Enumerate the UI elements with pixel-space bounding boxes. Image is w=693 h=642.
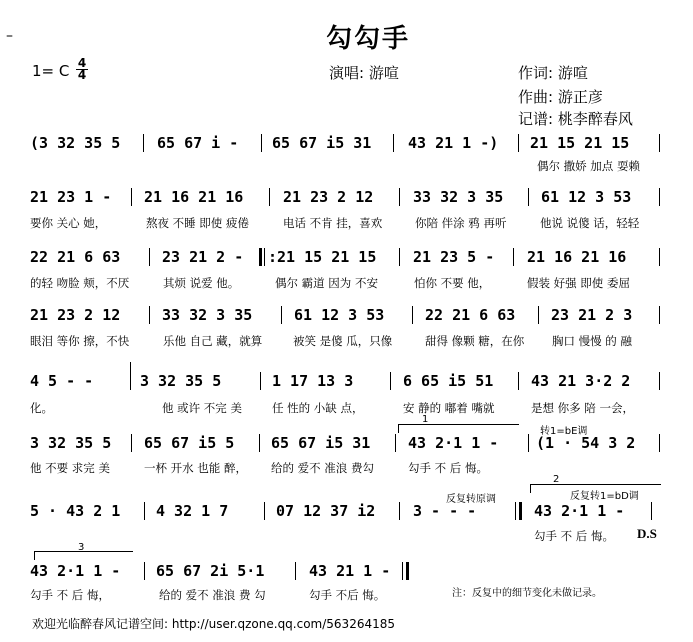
singer-credit: 演唱: 游喧 xyxy=(329,64,399,82)
barline xyxy=(399,188,400,206)
measure: 23 21 2 3 xyxy=(551,306,633,324)
lyric: 勾手 不 后 悔。 xyxy=(534,529,614,543)
barline xyxy=(659,188,660,206)
transcriber-credit: 记谱: 桃李醉春风 xyxy=(518,110,633,128)
barline xyxy=(390,372,391,390)
dal-segno-mark: D.S xyxy=(637,526,657,541)
lyric: 勾手 不后 悔。 xyxy=(309,588,386,602)
measure: 22 21 6 63 xyxy=(30,248,121,266)
lyric: 眼泪 等你 擦，不快 xyxy=(30,334,130,348)
measure: 43 2·1 1 - xyxy=(408,434,499,452)
measure: 21 23 5 - xyxy=(413,248,495,266)
lyric: 胸口 慢慢 的 融 xyxy=(552,334,632,348)
lyric: 乐他 自己 藏，就算 xyxy=(163,334,263,348)
lyric: 被笑 是傻 瓜，只像 xyxy=(293,334,393,348)
lyric: 假装 好强 即使 委屈 xyxy=(527,276,630,290)
barline xyxy=(264,248,265,266)
measure: 07 12 37 i2 xyxy=(276,502,376,520)
barline xyxy=(259,434,260,452)
composer-credit: 作曲: 游正彦 xyxy=(518,88,603,106)
measure: (3 32 35 5 xyxy=(30,134,121,152)
breath-mark xyxy=(130,362,131,390)
transcription-note: 注：反复中的细节变化未做记录。 xyxy=(452,588,602,599)
final-barline xyxy=(406,562,409,580)
measure: 3 32 35 5 xyxy=(140,372,222,390)
barline xyxy=(659,248,660,266)
volta-number: 2 xyxy=(553,474,560,485)
barline xyxy=(399,502,400,520)
barline xyxy=(518,134,519,152)
repeat-start-barline xyxy=(259,248,262,266)
measure: 33 32 3 35 xyxy=(413,188,504,206)
barline xyxy=(149,306,150,324)
lyric: 怕你 不要 他， xyxy=(414,276,491,290)
barline xyxy=(659,134,660,152)
repeat-end-barline xyxy=(519,502,522,520)
barline xyxy=(261,134,262,152)
lyric: 偶尔 撒娇 加点 耍赖 xyxy=(537,159,640,173)
lyric: 安 静的 嘟着 嘴就 xyxy=(403,401,495,415)
meter-bottom: 4 xyxy=(77,68,87,82)
modulation-note: 转1=bE调 xyxy=(540,426,588,437)
measure: 43 21 3·2 2 xyxy=(531,372,631,390)
volta-number: 3 xyxy=(78,542,85,553)
lyric: 任 性的 小缺 点， xyxy=(272,401,364,415)
barline xyxy=(515,502,516,520)
measure: :21 15 21 15 xyxy=(268,248,377,266)
measure: 3 32 35 5 xyxy=(30,434,112,452)
barline xyxy=(402,562,403,580)
barline xyxy=(144,562,145,580)
measure: 5 · 43 2 1 xyxy=(30,502,121,520)
key-signature: 1= C xyxy=(32,62,70,80)
measure: 21 16 21 16 xyxy=(144,188,244,206)
barline xyxy=(395,434,396,452)
lyric: 的轻 吻脸 颊，不厌 xyxy=(30,276,130,290)
lyric: 偶尔 霸道 因为 不安 xyxy=(275,276,378,290)
repeat-direction: 反复转原调 xyxy=(446,494,496,505)
barline xyxy=(528,434,529,452)
barline xyxy=(143,134,144,152)
measure: 4 32 1 7 xyxy=(156,502,229,520)
measure: 21 23 2 12 xyxy=(30,306,121,324)
lyric: 他 或许 不完 美 xyxy=(162,401,242,415)
lyric: 勾手 不 后 悔。 xyxy=(408,461,488,475)
barline xyxy=(412,306,413,324)
measure: 4 5 - - xyxy=(30,372,94,390)
barline xyxy=(131,434,132,452)
lyric: 电话 不肯 挂，喜欢 xyxy=(283,216,383,230)
measure: 61 12 3 53 xyxy=(294,306,385,324)
measure: 3 - - - xyxy=(413,502,477,520)
modulation-note: 反复转1=bD调 xyxy=(570,491,639,502)
measure: 21 16 21 16 xyxy=(527,248,627,266)
meter-top: 4 xyxy=(77,56,87,70)
measure: 65 67 i5 5 xyxy=(144,434,235,452)
barline xyxy=(144,502,145,520)
lyric: 勾手 不 后 悔， xyxy=(30,588,110,602)
barline xyxy=(659,372,660,390)
measure: 43 21 1 -) xyxy=(408,134,499,152)
lyric: 一杯 开水 也能 醉， xyxy=(144,461,247,475)
measure: 43 2·1 1 - xyxy=(534,502,625,520)
barline xyxy=(260,372,261,390)
measure: 43 2·1 1 - xyxy=(30,562,121,580)
measure: 21 15 21 15 xyxy=(530,134,630,152)
measure: 6 65 i5 51 xyxy=(403,372,494,390)
lyric: 他说 说傻 话，轻轻 xyxy=(540,216,640,230)
barline xyxy=(659,434,660,452)
lyric: 你陪 伴涂 鸦 再听 xyxy=(415,216,507,230)
measure: 21 23 2 12 xyxy=(283,188,374,206)
margin-dash: – xyxy=(6,28,13,44)
lyric: 熬夜 不睡 即使 疲倦 xyxy=(146,216,249,230)
lyric: 给的 爱不 准浪 费 勾 xyxy=(159,588,266,602)
barline xyxy=(281,306,282,324)
lyric: 甜得 像颗 糖，在你 xyxy=(425,334,525,348)
song-title: 勾勾手 xyxy=(326,24,411,54)
barline xyxy=(513,248,514,266)
lyric: 给的 爱不 准浪 费勾 xyxy=(271,461,374,475)
barline xyxy=(264,502,265,520)
barline xyxy=(528,188,529,206)
lyric: 他 不要 求完 美 xyxy=(30,461,110,475)
barline xyxy=(269,188,270,206)
measure: 21 23 1 - xyxy=(30,188,112,206)
measure: 65 67 2i 5·1 xyxy=(156,562,265,580)
barline xyxy=(651,502,652,520)
measure: (1 · 54 3 2 xyxy=(536,434,636,452)
measure: 1 17 13 3 xyxy=(272,372,354,390)
barline xyxy=(399,248,400,266)
lyric: 化。 xyxy=(30,401,53,415)
barline xyxy=(518,372,519,390)
time-signature xyxy=(76,58,88,81)
measure: 65 67 i5 31 xyxy=(272,134,372,152)
barline xyxy=(149,248,150,266)
barline xyxy=(295,562,296,580)
lyric: 要你 关心 她， xyxy=(30,216,107,230)
measure: 65 67 i5 31 xyxy=(271,434,371,452)
measure: 33 32 3 35 xyxy=(162,306,253,324)
lyric: 其烦 说爱 他。 xyxy=(163,276,240,290)
measure: 23 21 2 - xyxy=(162,248,244,266)
visit-link[interactable]: 欢迎光临醉春风记谱空间: http://user.qzone.qq.com/563264185 xyxy=(32,617,396,631)
lyric: 是想 你多 陪 一会， xyxy=(531,401,634,415)
measure: 43 21 1 - xyxy=(309,562,391,580)
barline xyxy=(393,134,394,152)
barline xyxy=(131,188,132,206)
volta-bracket-1 xyxy=(398,424,519,433)
lyricist-credit: 作词: 游喧 xyxy=(518,64,588,82)
barline xyxy=(538,306,539,324)
measure: 61 12 3 53 xyxy=(541,188,632,206)
measure: 65 67 i - xyxy=(157,134,239,152)
volta-number: 1 xyxy=(422,414,429,425)
measure: 22 21 6 63 xyxy=(425,306,516,324)
barline xyxy=(659,306,660,324)
